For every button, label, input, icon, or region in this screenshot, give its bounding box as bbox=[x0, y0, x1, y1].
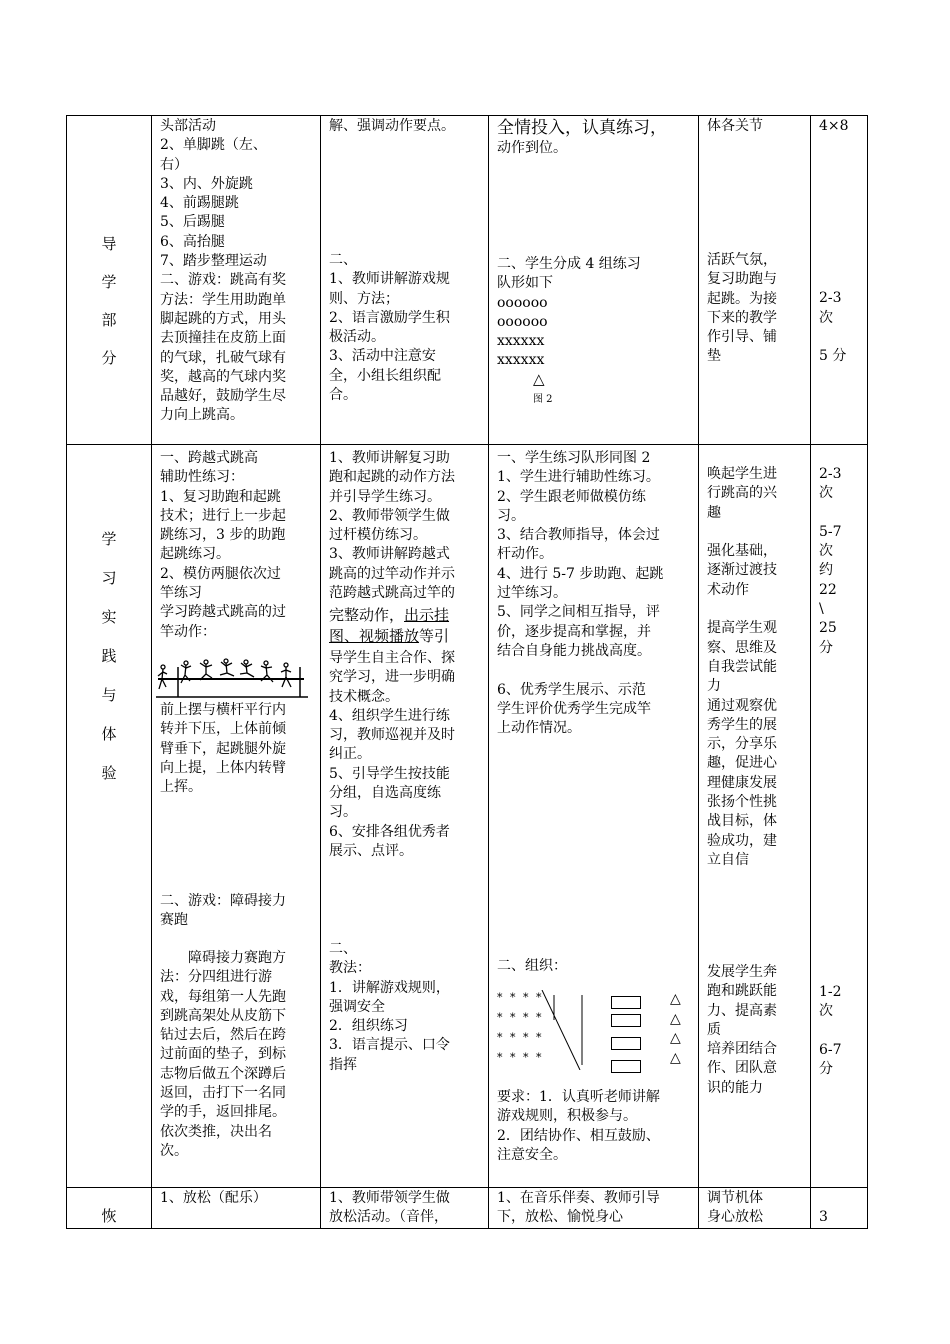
row-divider-2 bbox=[66, 1187, 868, 1188]
row2-time-game: 1-2 次 6-7 分 bbox=[819, 984, 842, 1078]
section-label-recovery bbox=[96, 1206, 122, 1226]
row3-student: 1、在音乐伴奏、教师引导 下，放松、愉悦身心 bbox=[497, 1190, 660, 1226]
section-char: 习 bbox=[101, 569, 117, 587]
text-plain: 完整动作， bbox=[329, 606, 405, 624]
row2-teacher-underline-line2 bbox=[329, 626, 449, 647]
row1-content: 头部活动 2、单脚跳（左、 右） 3、内、外旋跳 4、前踢腿跳 5、后踢腿 6、高抬腿 7、踏步整理运动 二、游戏：跳高有奖 方法：学生用助跑单 脚起跳的方式，用头 去顶撞挂在皮筋上面 的气球，扎破气球有 奖，越高的气球内奖 品越好，鼓励学生尽 力向上跳高。 bbox=[160, 118, 286, 424]
row2-student-part1: 一、学生练习队形同图 2 1、学生进行辅助性练习。 2、学生跟老师做模仿练 习。 3、结合教师指导，体会过 杆动作。 4、进行 5-7 步助跑、起跳 过竿练习。 5、同学之间相互指导，评 价，逐步提高和掌握，并 结合自身能力挑战高度。 6、优秀学生展示、示范 学生评价优秀学生完成竿 上动作情况。 bbox=[497, 450, 664, 737]
col-divider-6 bbox=[867, 115, 868, 1229]
relay-course-diagram bbox=[540, 990, 600, 1070]
row2-content-part2: 前上摆与横杆平行内 转并下压，上体前倾 臂垂下，起跳腿外旋 向上提，上体内转臂 上挥。 bbox=[160, 702, 286, 796]
row1-student-formation: 二、学生分成 4 组练习 队形如下 oooooo oooooo xxxxxx xxxxxx bbox=[497, 256, 641, 369]
row2-content-game-desc: 障碍接力赛跑方 法：分四组进行游 戏，每组第一人先跑 到跳高架处从皮筋下 钻过去后，然后在跨 过前面的垫子，到标 志物后做五个深蹲后 返回，击打下一名同 学的手，返回排尾。 依次类推，决出名 次。 bbox=[160, 950, 286, 1159]
section-char: 恢 bbox=[101, 1207, 117, 1225]
col-divider-5 bbox=[810, 115, 811, 1229]
row1-time-top: 4×8 bbox=[819, 118, 849, 134]
row2-teacher-underline-line1 bbox=[329, 605, 449, 626]
row1-time-mid: 2-3 bbox=[819, 290, 842, 306]
row3-purpose: 调节机体 身心放松 bbox=[707, 1190, 763, 1226]
row2-teacher-game: 二、 教法： 1．讲解游戏规则， 强调安全 2．组织练习 3．语言提示、口令 指挥 bbox=[329, 941, 450, 1073]
section-char: 实 bbox=[101, 608, 117, 626]
row2-purpose-game: 发展学生奔 跑和跳跃能 力、提高素 质 培养团结合 作、团队意 识的能力 bbox=[707, 964, 777, 1096]
section-char bbox=[96, 225, 122, 377]
show-chart-link: 出示挂 bbox=[404, 606, 450, 624]
row2-teacher-part1: 1、教师讲解复习助 跑和起跳的动作方法 并引导学生练习。 2、教师带领学生做 过杆模仿练习。 3、教师讲解跨越式 跳高的过竿动作并示 范跨越式跳高过竿的 bbox=[329, 450, 455, 602]
video-play-link: 图、视频播放 bbox=[329, 627, 420, 645]
col-divider-2 bbox=[320, 115, 321, 1229]
row2-content-part1: 一、跨越式跳高 辅助性练习： 1、复习助跑和起跳 技术；进行上一步起 跳练习，3 步的助跑 起跳练习。 2、模仿两腿依次过 竿练习 学习跨越式跳高的过 竿动作： bbox=[160, 450, 286, 640]
section-char: 学 bbox=[101, 530, 117, 548]
row1-time-mid2: 次 bbox=[819, 310, 833, 326]
row3-time: 3 bbox=[819, 1209, 828, 1225]
row3-content: 1、放松（配乐） bbox=[160, 1190, 267, 1206]
relay-team-formation: * * * * * * * * * * * * * * * * bbox=[497, 991, 544, 1064]
col-divider-0 bbox=[66, 115, 67, 1229]
mat-3 bbox=[611, 1037, 641, 1050]
row1-purpose-top: 体各关节 bbox=[707, 118, 763, 134]
row2-time-part1: 2-3 次 5-7 次 约 22 \ 25 分 bbox=[819, 466, 842, 656]
section-char: 导 bbox=[101, 235, 117, 253]
table-border-bottom bbox=[66, 1228, 868, 1229]
row2-teacher-part2: 导学生自主合作、探 究学习，进一步明确 技术概念。 4、组织学生进行练 习，教师巡视并及时 纠正。 5、引导学生按技能 分组，自选高度练 习。 6、安排各组优秀者 展示、点评。 bbox=[329, 650, 455, 859]
row1-purpose-bottom: 活跃气氛， 复习助跑与 起跳。为接 下来的教学 作引导、铺 垫 bbox=[707, 252, 777, 365]
formation-triangle: △ bbox=[533, 370, 545, 388]
section-char: 学 bbox=[101, 273, 117, 291]
mat-2 bbox=[611, 1014, 641, 1027]
row3-teacher: 1、教师带领学生做 放松活动。（音伴， bbox=[329, 1190, 450, 1226]
row2-content-game-title: 二、游戏：障碍接力 赛跑 bbox=[160, 893, 286, 929]
section-label-practice bbox=[96, 520, 122, 793]
mat-1 bbox=[611, 996, 641, 1009]
row-divider-1 bbox=[66, 444, 868, 445]
row2-purpose-part1: 唤起学生进 行跳高的兴 趣 强化基础， 逐渐过渡技 术动作 提高学生观 察、思维及 自我尝试能 力 通过观察优 秀学生的展 示，分享乐 趣，促进心 理健康发展 张扬个性挑 战目标，体 验成功，建 立自信 bbox=[707, 466, 777, 868]
section-char bbox=[96, 520, 122, 793]
col-divider-4 bbox=[698, 115, 699, 1229]
text-plain: 等引 bbox=[419, 627, 450, 645]
row1-student-top: 动作到位。 bbox=[497, 140, 567, 156]
section-char: 践 bbox=[101, 647, 117, 665]
section-char: 与 bbox=[101, 686, 117, 704]
row1-student-top-big: 全情投入，认真练习， bbox=[497, 118, 667, 138]
row1-teacher-bottom: 二、 1、教师讲解游戏规 则、方法； 2、语言激励学生积 极活动。 3、活动中注意安 全，小组长组织配 合。 bbox=[329, 252, 450, 404]
row2-student-game-title: 二、组织： bbox=[497, 958, 567, 974]
section-char: 部 bbox=[101, 311, 117, 329]
row1-teacher-top: 解、强调动作要点。 bbox=[329, 118, 455, 134]
section-char: 验 bbox=[101, 764, 117, 782]
section-char: 体 bbox=[101, 725, 117, 743]
marker-triangles: △ △ △ △ bbox=[670, 991, 681, 1066]
row1-time-bottom: 5 分 bbox=[819, 348, 847, 364]
table-border-top bbox=[66, 115, 868, 116]
mat-4 bbox=[611, 1060, 641, 1073]
figure-label: 图 2 bbox=[533, 394, 553, 405]
col-divider-1 bbox=[151, 115, 152, 1229]
section-label-intro bbox=[96, 225, 122, 377]
section-char: 分 bbox=[101, 349, 117, 367]
row2-student-requirements: 要求：1．认真听老师讲解 游戏规则，积极参与。 2．团结协作、相互鼓励、 注意安全。 bbox=[497, 1089, 660, 1163]
high-jump-sequence-image bbox=[154, 657, 310, 699]
